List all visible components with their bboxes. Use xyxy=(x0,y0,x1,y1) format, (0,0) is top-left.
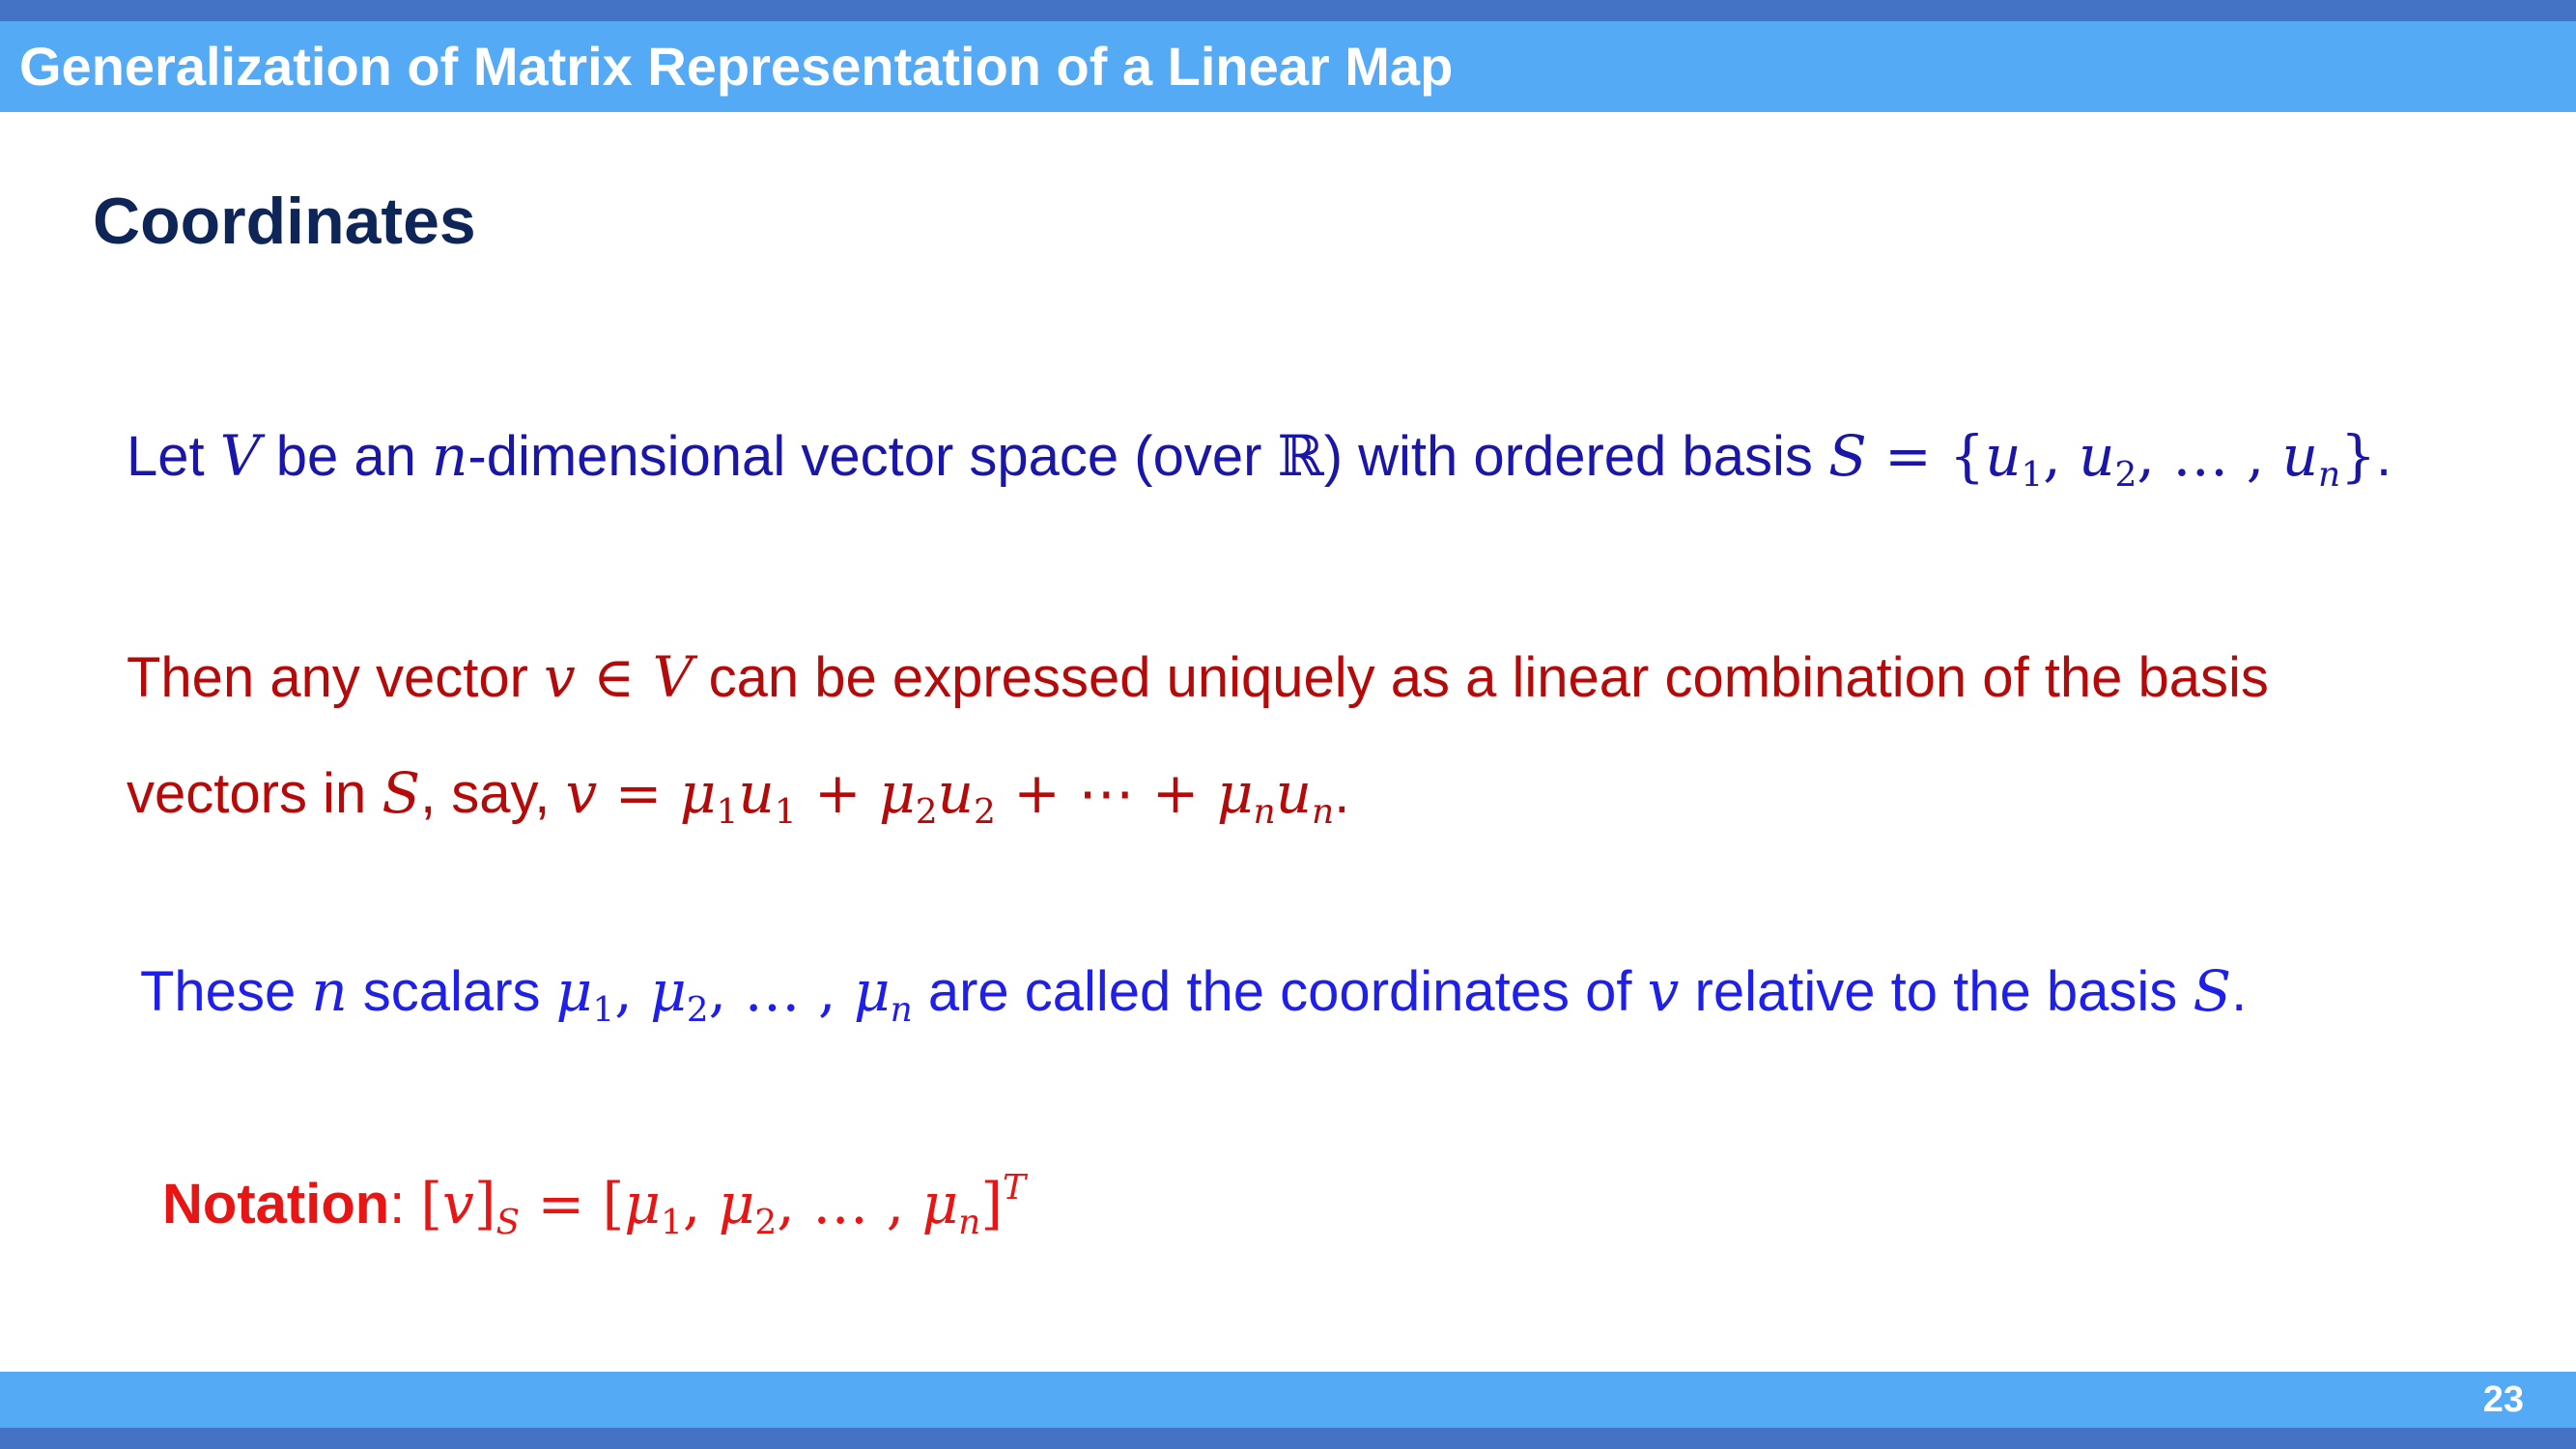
slide-title: Generalization of Matrix Representation of a Linear Map xyxy=(19,36,1454,97)
notation-label: Notation xyxy=(162,1173,390,1236)
notation-line: Notation: $[v]_S = [\mu_1$, $\mu_2$, … , $\mu_n]^T$ xyxy=(162,1167,1026,1242)
section-heading: Coordinates xyxy=(93,185,476,258)
uniqueness-line: Then any vector v ∈ V can be expressed uniquely as a linear combination of the basis xyxy=(127,644,2269,710)
footer-bar xyxy=(0,1372,2576,1428)
page-number: 23 xyxy=(2482,1379,2524,1420)
linear-combination-line: vectors in S, say, $v = \mu_1u_1 + \mu_2u_2$ + ⋯ + $\mu_nu_n$. xyxy=(127,760,1350,832)
definition-line: Let V be an n-dimensional vector space (over ℝ) with ordered basis $S = \{u_1$, $u_2$, … , $u_n$}. xyxy=(127,423,2392,495)
coordinates-definition-line: These n scalars $\mu_1$, $\mu_2$, … , $\mu_n$ are called the coordinates of v relative to the basis S. xyxy=(140,958,2248,1030)
title-bar xyxy=(0,21,2576,112)
top-accent-strip xyxy=(0,0,2576,21)
bottom-accent-strip xyxy=(0,1428,2576,1449)
